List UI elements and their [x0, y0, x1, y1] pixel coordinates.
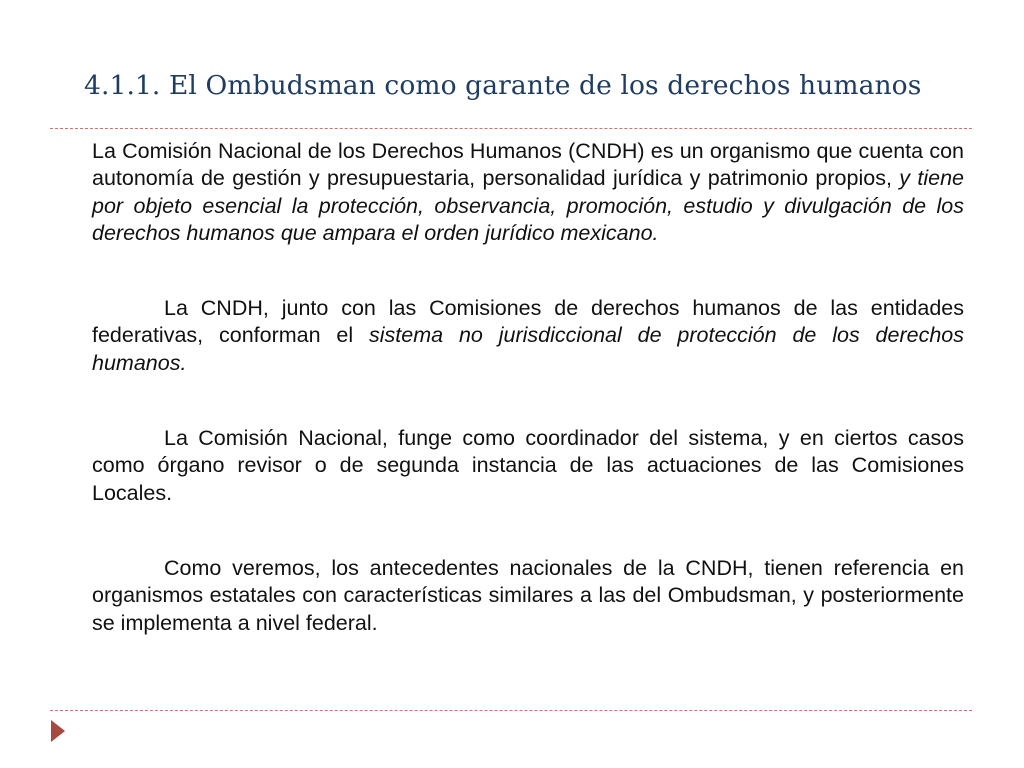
- paragraph-3-text: La Comisión Nacional, funge como coordinador del sistema, y en ciertos casos como órgano revisor o de segunda instancia de las actuaciones de las Comisiones Locales.: [92, 426, 964, 505]
- paragraph-2: [92, 295, 964, 377]
- paragraph-4: [92, 555, 964, 637]
- paragraph-2-italic-text: sistema no jurisdiccional de protección de los derechos humanos.: [92, 323, 964, 375]
- slide-body: [92, 138, 964, 637]
- paragraph-1: [92, 138, 964, 247]
- bottom-dashed-divider: [50, 710, 972, 711]
- paragraph-3: [92, 425, 964, 507]
- slide-title: 4.1.1. El Ombudsman como garante de los derechos humanos: [84, 70, 922, 101]
- paragraph-2-text: La CNDH, junto con las Comisiones de derechos humanos de las entidades federativas, conforman el: [92, 296, 964, 348]
- paragraph-1-italic-text: y tiene por objeto esencial la protección, observancia, promoción, estudio y divulgación de los derechos humanos que ampara el orden jurídico mexicano.: [92, 166, 964, 245]
- paragraph-1-text: La Comisión Nacional de los Derechos Humanos (CNDH) es un organismo que cuenta con autonomía de gestión y presupuestaria, personalidad jurídica y patrimonio propios,: [92, 139, 964, 191]
- paragraph-4-text: Como veremos, los antecedentes nacionales de la CNDH, tienen referencia en organismos estatales con características similares a las del Ombudsman, y posteriormente se implementa a nivel federal.: [92, 555, 964, 635]
- triangle-right-icon: [51, 720, 65, 742]
- top-dashed-divider: [50, 128, 972, 129]
